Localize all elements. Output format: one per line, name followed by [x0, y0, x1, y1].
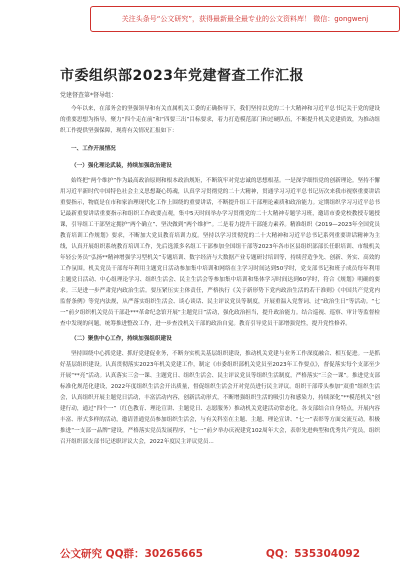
promo-banner: 关注头条号“公文研究”，获得最新最全最专业的公文资料库！ 微信：gongwenj [90, 6, 400, 32]
subsection-heading: （二）聚焦中心工作，持续加强组织建设 [71, 336, 172, 342]
document-body [60, 104, 380, 448]
subsection-heading: （一）强化理论武装，持续加强政治建设 [71, 163, 172, 169]
page-title: 市委组织部2023年党建督查工作汇报 [60, 68, 304, 84]
footer-qq-group: 公文研究 QQ群：30265665 [60, 547, 203, 560]
body-paragraph: 今年以来，在部务会的坚强领导和有关直属机关工委的正确指导下，我们坚持以党的二十大精神和习近平总书记关于党的建设的重要思想为指导，聚力“四个走在前”和“四要三出”目标要求，着力打造模范部门和过硬队伍，不断提升机关党建质效，为推动组织工作提供坚强保障，现将有关情况汇报如下： [60, 106, 380, 134]
author-line: 党建督查第*督导组： [60, 92, 118, 99]
footer-qq-contact: QQ：535304092 [265, 547, 360, 560]
section-heading: 一、工作开展情况 [71, 146, 116, 152]
body-paragraph: 坚持围绕中心抓党建、抓好党建促业务，不断夯实机关基层组织建设，推动机关党建与业务工作深度融合、相互促进。一是抓好基层组织建设。认真贯彻落实2023年机关党建工作，制定《市委组织部机关党员至2023年工作要点》，督促落实每个支部至少开展“**亮”活动。认真落实三会一课、主题党日、组织生活会、民主评议党员等组织生活制度，严格落实“三会一课”。推进党支部标准化规范化建设，2022年度组织生活会开出质量，督促组织生活会开对党员进行民主评议。组织干部带头参加“双重”组织生活会，认真组织开展主题党日活动，丰富活动内容，创新活动形式，不断增强组织生活的吸引力和感染力，持续深化“**模范机关”创建行动，通过“四个一”（红色教育、理论宣讲、主题党日、志愿服务）推动机关党建活动常态化。各支部结合自身特点，开展内容丰富、形式多样的活动，邀请普通党员参加组织生活会，与有关科室在主题、主题、理论宣讲、“七一”表彰等方面交流互动，积极推进“一支部一品牌”建设，严格落实党员发展程序，“七一”前夕举办庆祝建党102周年大会，表彰先进典型和优秀共产党员，组织召开组织部支部书记述职评议大会，2022年度民主评议党员... [60, 351, 380, 445]
footer [60, 545, 360, 561]
body-paragraph: 始终把“两个维护”作为最高政治原则和根本政治规矩，不断筑牢对党忠诚的思想根基。一是深学细悟党的创新理论。坚持不懈用习近平新时代中国特色社会主义思想凝心铸魂，认真学习贯彻党的二十大精神，贯通学习习近平总书记历次来我市视察重要讲话重要指示，物底是在市和家治理现代化工作上围绕的重要讲话，不断提升组工干部理论素质和政治能力。定期组织学习习近平总书记最新重要讲话重要指示和组织工作政要点观，集中5天时间举办学习贯彻党的二十大精神专题学习班，邀请市委党校教授专题授课，引导组工干部坚定拥护“两个确立”、坚决做到“两个维护”。二是着力提升干部能力素养。精准组织《2019—2023年全国党员教育培训工作规划》要求，不断加大党员教育培训力度。坚持以学习贯彻党的二十大精神和习近平总书记系列重要讲话精神为主线，认真开展组织系统教育培训工作，先后选派多名组工干部参加全国组干部等2023年各市区县组织部部长任职培训、市级机关年轻公务员“弘扬**精神增强学习型机关”专题培训、数字经济与大数据产业专题研讨培训等，持续营造争先、创新、务实、高效的工作氛围。机关党员干部每年利用主题党日活动参加集中培训和网络在主学习时间达到50学时，党支部书记和班子成员每年利用主题党日活动、中心组理论学习、组织生活会、民主生活会等参加集中培训和集体学习时间达到60学时，符合《规划》明确的要求。三是进一步严肃党内政治生活。要压紧压实主体责任，严格执行《关于新形势下党内政治生活的若干准则》《中国共产党党内监督条例》等党内法规，从严落实组织生活会、谈心谈话、民主评议党员等制度，开展重温入党誓词、过“政治生日”等活动。“七一”前夕组织机关党员干部赴***革命纪念馆开展“主题党日”活动，强化政治担当，提升政治能力。结合巡视、巡察、审计等监督检查中发现的问题，统筹推进整改工作，进一步查没机关干部的政治自觉。教育引导党员干部增强党性，提升党性修养。 [60, 178, 380, 327]
